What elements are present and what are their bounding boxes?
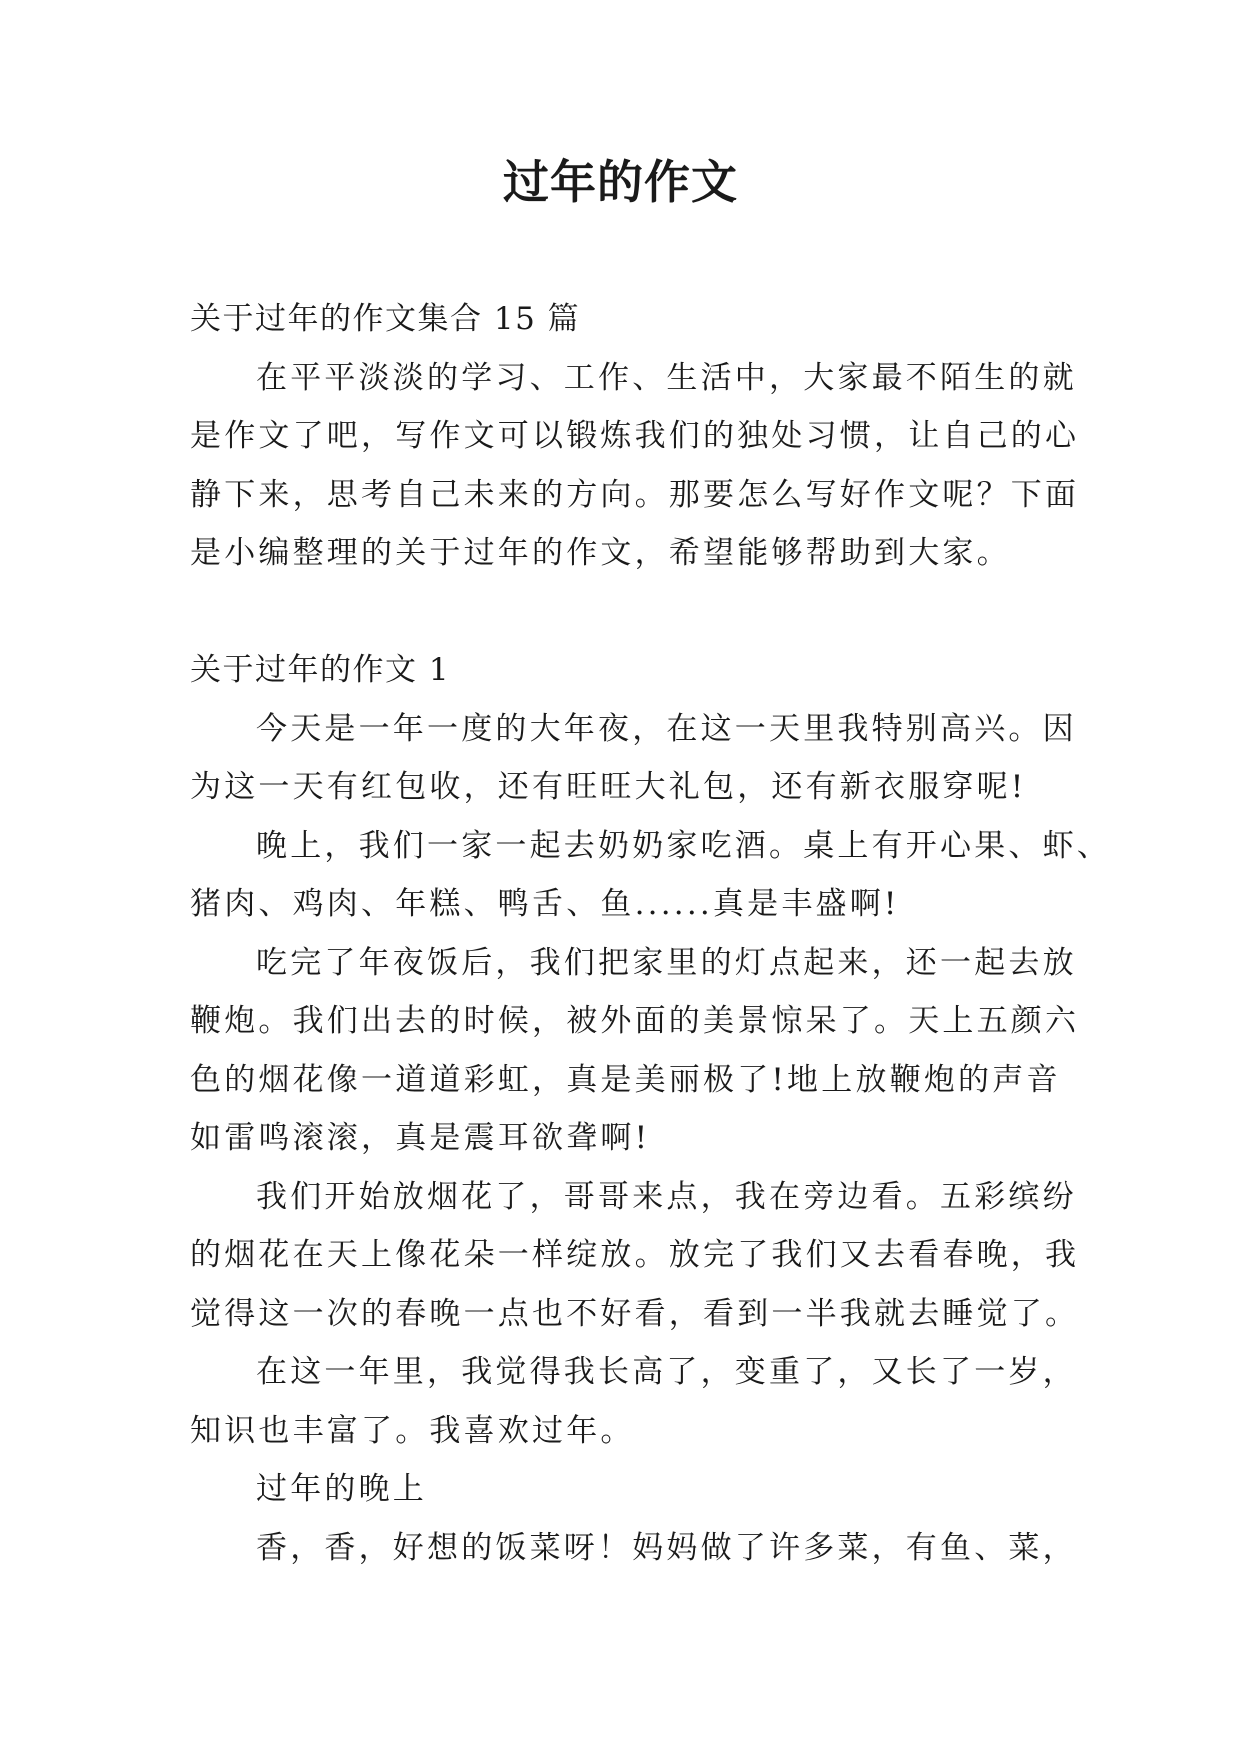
essay-paragraph-line: 吃完了年夜饭后，我们把家里的灯点起来，还一起去放 xyxy=(256,944,1077,981)
subsection-heading: 过年的晚上 xyxy=(256,1471,427,1507)
collection-heading: 关于过年的作文集合 15 篇 xyxy=(190,301,581,337)
essay-paragraph-line: 觉得这一次的春晚一点也不好看，看到一半我就去睡觉了。 xyxy=(190,1295,1080,1332)
essay-paragraph-line: 在这一年里，我觉得我长高了，变重了，又长了一岁， xyxy=(256,1354,1077,1390)
intro-paragraph-line: 是作文了吧，写作文可以锻炼我们的独处习惯，让自己的心 xyxy=(190,418,1080,454)
essay-paragraph-line: 今天是一年一度的大年夜，在这一天里我特别高兴。因 xyxy=(256,710,1077,747)
essay-paragraph-line: 香，香，好想的饭菜呀！妈妈做了许多菜，有鱼、菜， xyxy=(256,1529,1077,1566)
intro-paragraph-line: 是小编整理的关于过年的作文，希望能够帮助到大家。 xyxy=(190,535,1011,571)
document-body xyxy=(190,290,1111,1577)
essay-heading: 关于过年的作文 1 xyxy=(190,652,451,688)
paragraph-gap xyxy=(190,583,1070,642)
intro-paragraph-line: 在平平淡淡的学习、工作、生活中，大家最不陌生的就 xyxy=(256,359,1077,396)
essay-paragraph-line: 我们开始放烟花了，哥哥来点，我在旁边看。五彩缤纷 xyxy=(256,1178,1077,1215)
essay-paragraph-line: 晚上，我们一家一起去奶奶家吃酒。桌上有开心果、虾、 xyxy=(256,827,1111,864)
essay-paragraph-line: 为这一天有红包收，还有旺旺大礼包，还有新衣服穿呢! xyxy=(190,769,1027,805)
essay-paragraph-line: 的烟花在天上像花朵一样绽放。放完了我们又去看春晚，我 xyxy=(190,1237,1080,1273)
essay-paragraph-line: 鞭炮。我们出去的时候，被外面的美景惊呆了。天上五颜六 xyxy=(190,1003,1080,1039)
document-title: 过年的作文 xyxy=(503,155,738,209)
essay-paragraph-line: 知识也丰富了。我喜欢过年。 xyxy=(190,1412,635,1449)
intro-paragraph-line: 静下来，思考自己未来的方向。那要怎么写好作文呢？下面 xyxy=(190,476,1080,513)
essay-paragraph-line: 色的烟花像一道道彩虹，真是美丽极了!地上放鞭炮的声音 xyxy=(190,1061,1061,1098)
essay-paragraph-line: 猪肉、鸡肉、年糕、鸭舌、鱼......真是丰盛啊! xyxy=(190,886,900,922)
essay-paragraph-line: 如雷鸣滚滚，真是震耳欲聋啊! xyxy=(190,1120,651,1156)
